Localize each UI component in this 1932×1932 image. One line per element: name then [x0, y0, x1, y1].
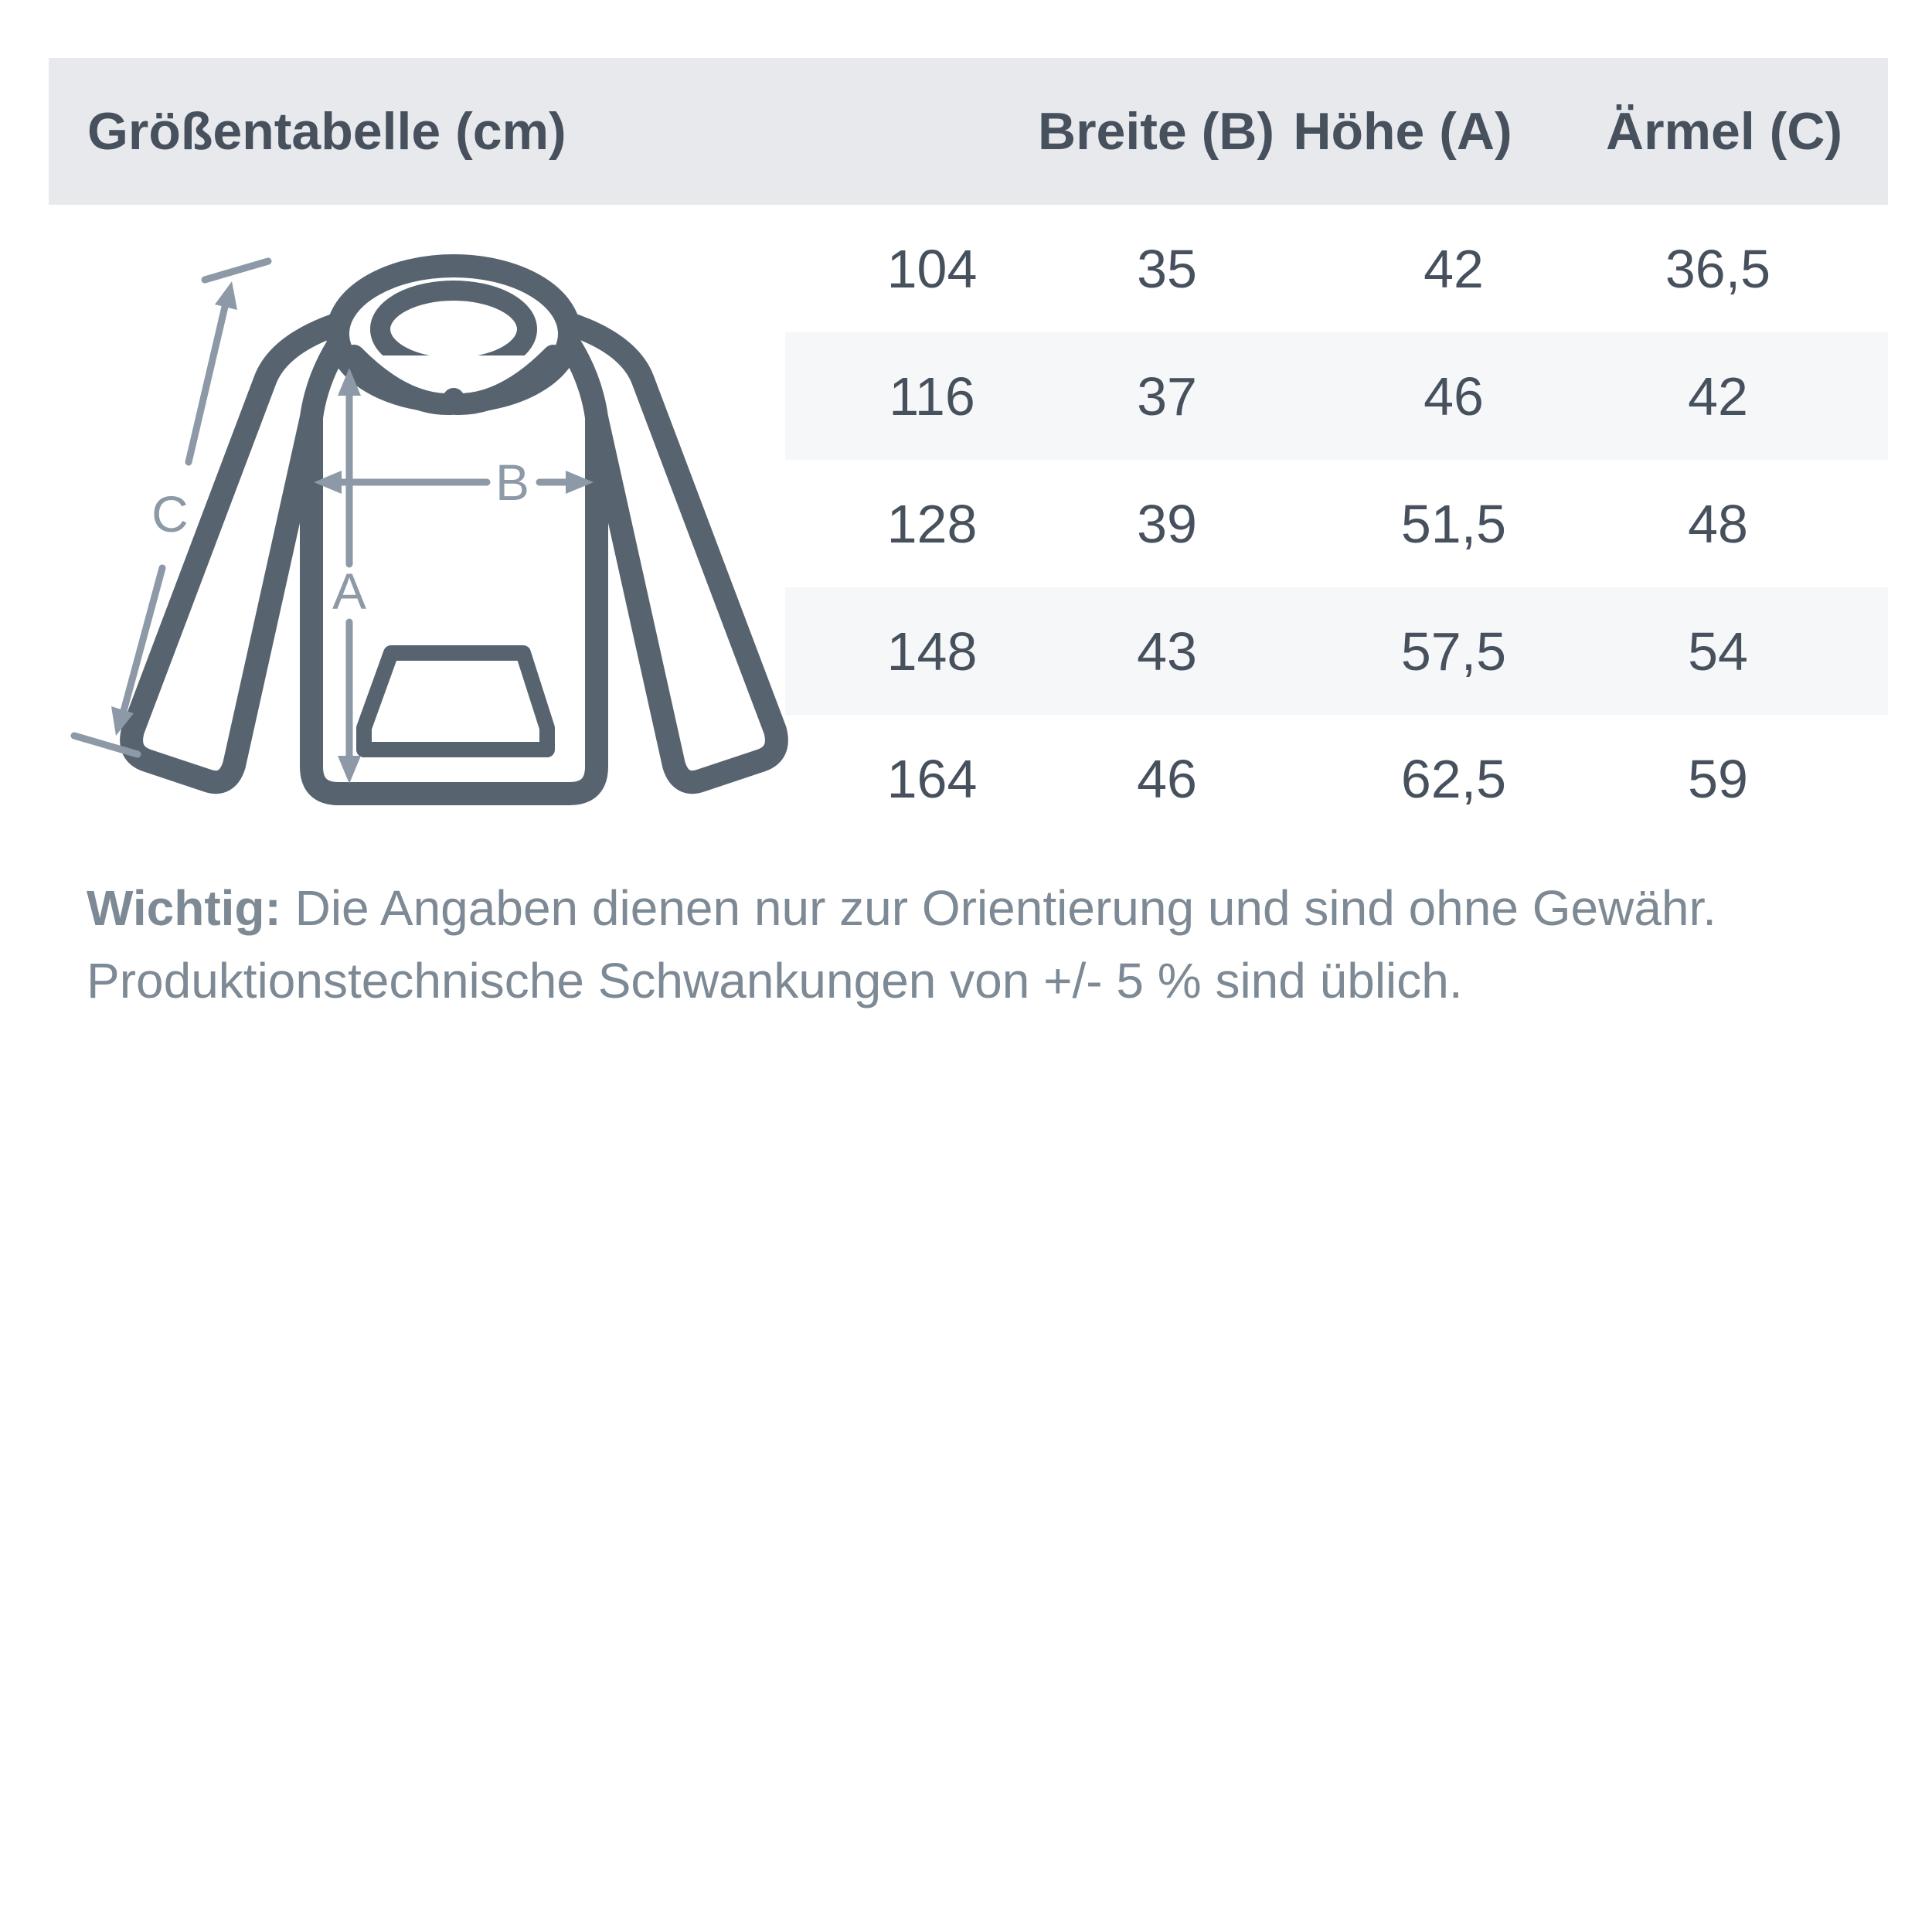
hoehe-value: 46 — [1423, 366, 1484, 427]
column-header-hoehe: Höhe (A) — [1293, 102, 1512, 161]
size-value: 148 — [886, 621, 978, 682]
aermel-value: 42 — [1688, 366, 1748, 427]
hoodie-illustration — [46, 216, 804, 835]
table-header-band — [49, 58, 1888, 205]
breite-value: 46 — [1137, 748, 1197, 809]
size-value: 164 — [886, 748, 978, 809]
table-row — [785, 332, 1888, 460]
disclaimer-line2: Produktionstechnische Schwankungen von +/- 5 % sind üblich. — [87, 953, 1463, 1009]
table-row — [785, 715, 1888, 842]
aermel-value: 59 — [1688, 748, 1748, 809]
size-value: 116 — [889, 366, 975, 427]
label-b: B — [495, 454, 530, 511]
breite-value: 37 — [1137, 366, 1197, 427]
aermel-value: 54 — [1688, 621, 1748, 682]
page-title: Größentabelle (cm) — [87, 102, 566, 161]
hoehe-value: 62,5 — [1400, 748, 1507, 809]
column-header-breite: Breite (B) — [1037, 102, 1275, 161]
label-c: C — [151, 485, 189, 543]
hoodie-pocket — [364, 653, 547, 750]
breite-value: 39 — [1137, 493, 1197, 554]
table-row — [785, 587, 1888, 715]
hoehe-value: 51,5 — [1400, 493, 1507, 554]
aermel-value: 36,5 — [1665, 238, 1771, 299]
column-header-aermel: Ärmel (C) — [1605, 102, 1843, 161]
breite-value: 35 — [1137, 238, 1197, 299]
table-row — [785, 460, 1888, 587]
hoehe-value: 57,5 — [1400, 621, 1507, 682]
hoodie-measurement-diagram — [46, 216, 804, 835]
disclaimer-bold: Wichtig: — [87, 880, 281, 936]
aermel-value: 48 — [1688, 493, 1748, 554]
breite-value: 43 — [1137, 621, 1197, 682]
disclaimer-note — [87, 872, 1887, 1017]
size-value: 128 — [886, 493, 978, 554]
size-value: 104 — [886, 238, 978, 299]
label-a: A — [332, 563, 367, 620]
table-row — [785, 205, 1888, 332]
disclaimer-line1: Die Angaben dienen nur zur Orientierung und sind ohne Gewähr. — [281, 880, 1717, 936]
hoehe-value: 42 — [1423, 238, 1484, 299]
size-table-body — [785, 205, 1888, 842]
